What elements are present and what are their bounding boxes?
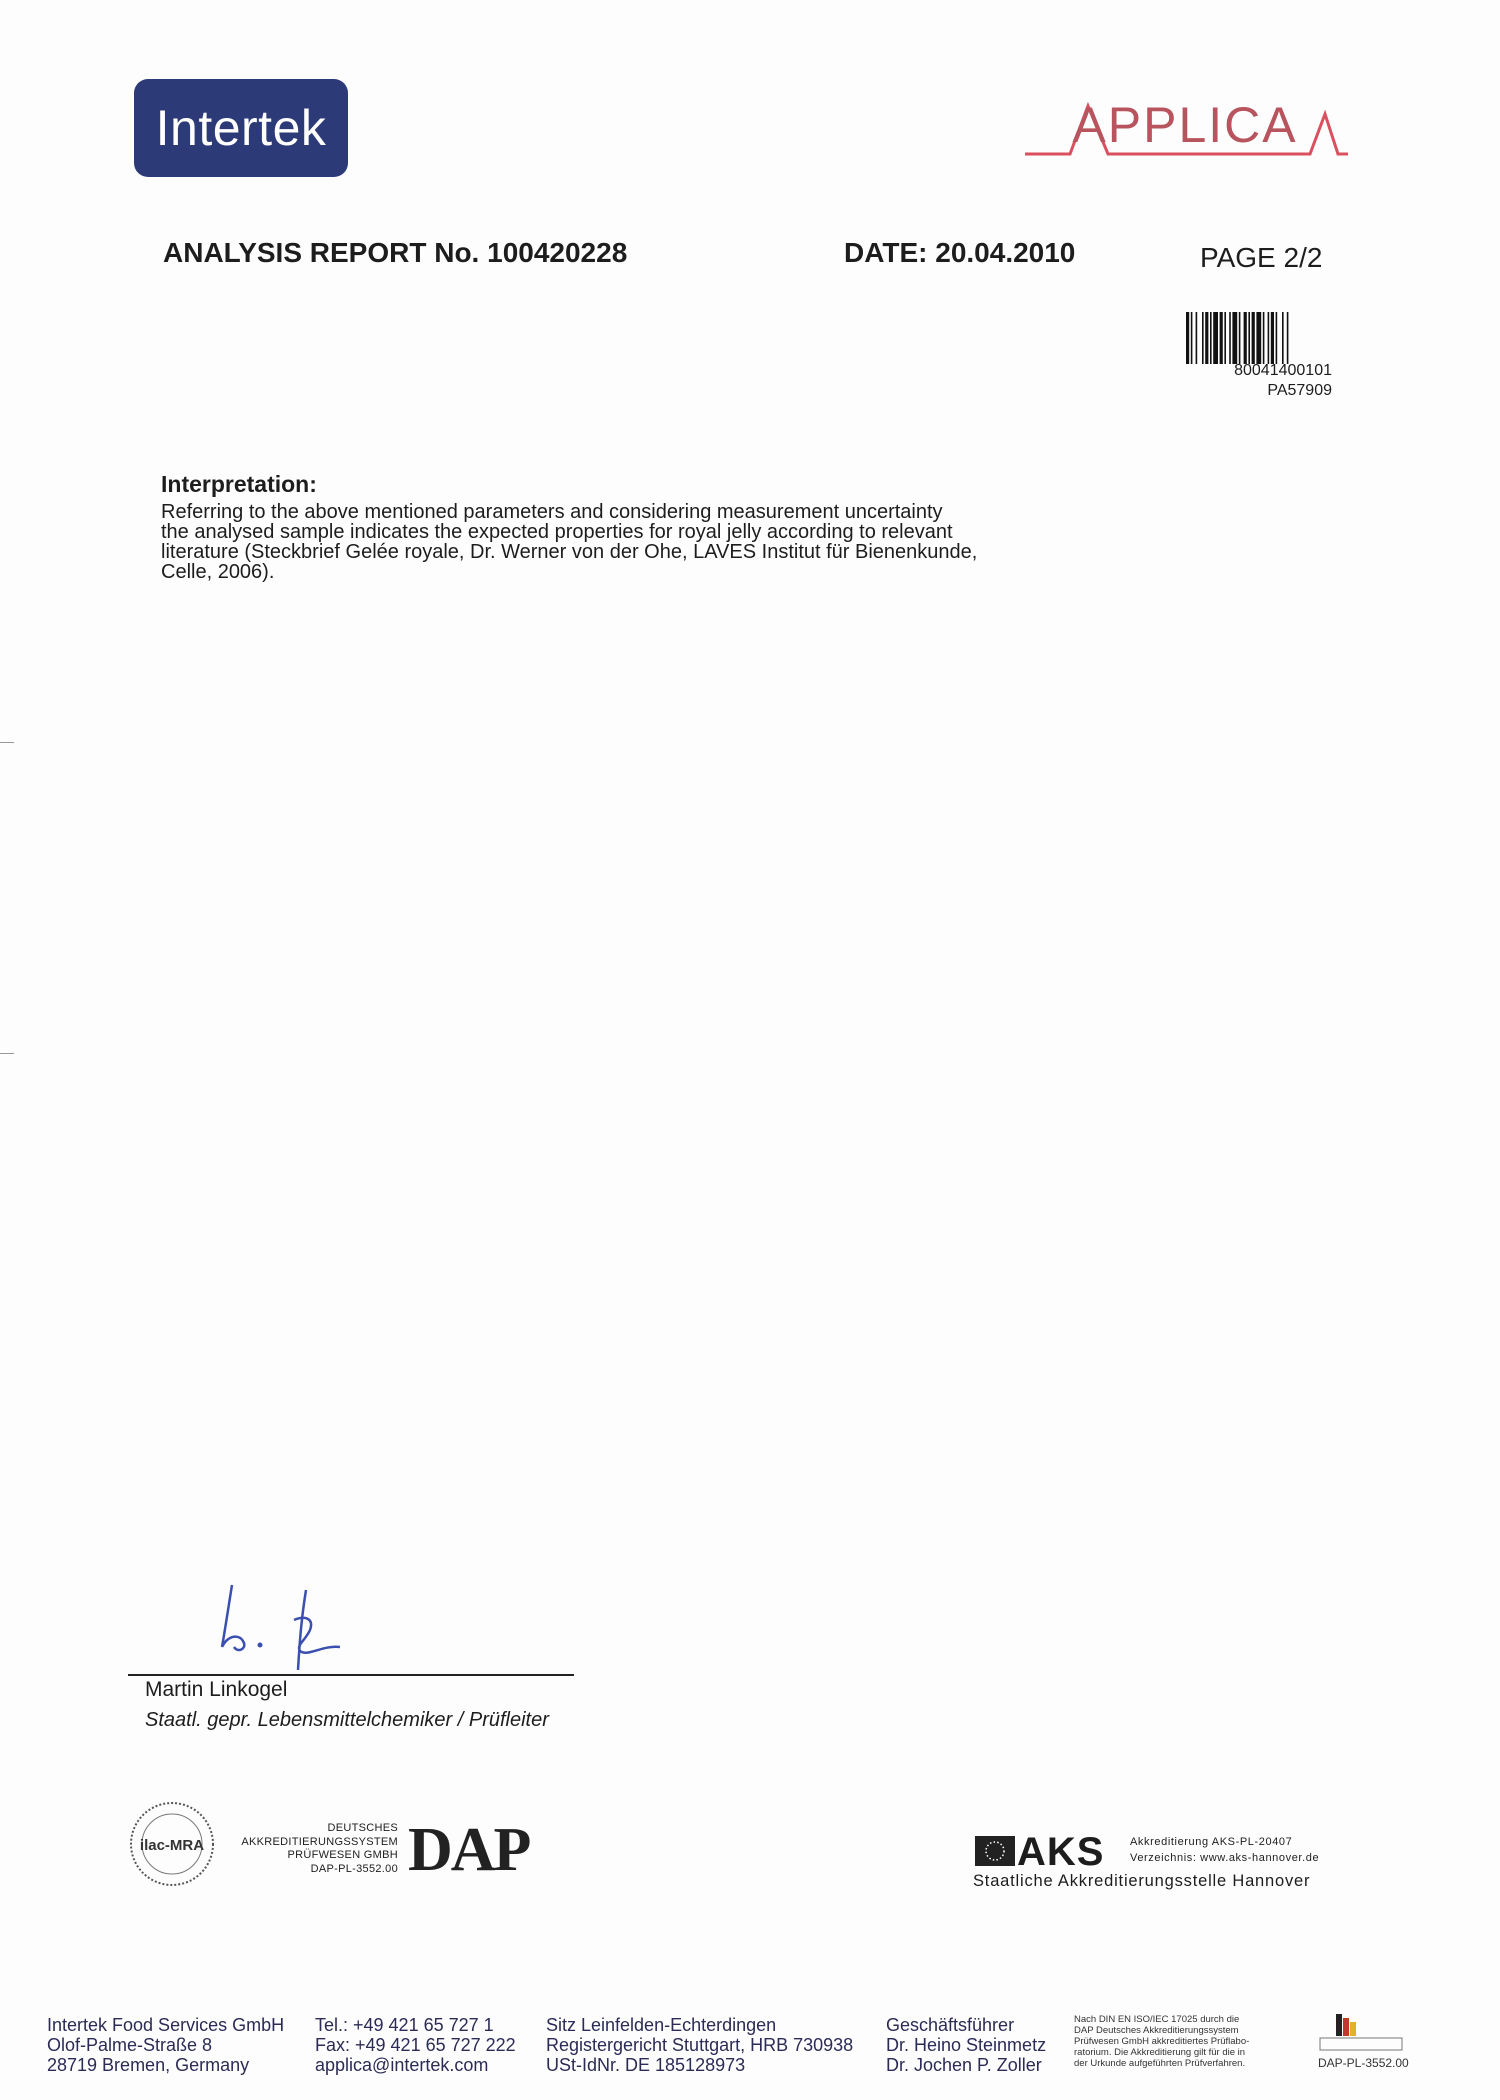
barcode-bar — [1224, 312, 1226, 364]
dakks-line: PRÜFWESEN GMBH — [287, 1849, 398, 1861]
footer-line: 28719 Bremen, Germany — [47, 2055, 250, 2075]
barcode-bar — [1229, 312, 1231, 364]
interpretation-line: the analysed sample indicates the expected properties for royal jelly according to relevant — [161, 521, 953, 543]
barcode-bar — [1248, 312, 1250, 364]
dakks-line: AKKREDITIERUNGSSYSTEM — [241, 1835, 398, 1848]
footer-line: Olof-Palme-Straße 8 — [47, 2035, 213, 2055]
dakks-text — [226, 1822, 398, 1876]
barcode-bar — [1202, 312, 1204, 364]
footer-accreditation-note — [1074, 2014, 1304, 2069]
report-title: ANALYSIS REPORT No. 100420228 — [163, 237, 628, 268]
footer-line: USt-IdNr. DE 185128973 — [546, 2055, 746, 2075]
barcode-bar — [1268, 312, 1270, 364]
footer-line: Prüfwesen GmbH akkreditiertes Prüflabo- — [1074, 2036, 1250, 2047]
handwritten-signature — [210, 1575, 360, 1670]
interpretation-line: Referring to the above mentioned parameters and considering measurement uncertainty — [161, 501, 943, 523]
barcode-bar — [1196, 312, 1198, 364]
aks-directory: Verzeichnis: www.aks-hannover.de — [1130, 1852, 1320, 1864]
footer-line: der Urkunde aufgeführten Prüfverfahren. — [1074, 2058, 1246, 2069]
report-date: DATE: 20.04.2010 — [844, 237, 1076, 268]
aks-logo: AKS — [1017, 1830, 1105, 1874]
ilac-mra-logo — [128, 1800, 216, 1888]
interpretation-title: Interpretation: — [161, 471, 317, 497]
interpretation-line: Celle, 2006). — [161, 561, 275, 583]
applica-logo — [1020, 96, 1350, 164]
dap-logo: DAP — [408, 1816, 530, 1884]
barcode-bar — [1282, 312, 1284, 364]
barcode-bar — [1256, 312, 1261, 364]
barcode-bar — [1271, 312, 1274, 364]
footer-management — [886, 2015, 1046, 2075]
interpretation-line: literature (Steckbrief Gelée royale, Dr. Werner von der Ohe, LAVES Institut für Bienenkunde, — [161, 541, 978, 563]
barcode-bar — [1287, 312, 1289, 364]
ilac-logo-text: ilac-MRA — [139, 1837, 205, 1854]
eu-flag-icon — [975, 1836, 1015, 1866]
footer-line: DAP Deutsches Akkreditierungssystem — [1074, 2025, 1239, 2036]
dakks-line: DEUTSCHES — [327, 1822, 398, 1834]
dar-code: DAP-PL-3552.00 — [1318, 2056, 1409, 2070]
dar-logo — [1316, 2012, 1406, 2052]
signer-title: Staatl. gepr. Lebensmittelchemiker / Prüfleiter — [145, 1709, 549, 1731]
barcode-bar — [1205, 312, 1208, 364]
footer-line: Fax: +49 421 65 727 222 — [315, 2035, 516, 2055]
dakks-line: DAP-PL-3552.00 — [310, 1862, 398, 1875]
barcode-bar — [1263, 312, 1265, 364]
barcode-bar — [1232, 312, 1237, 364]
footer-line: Geschäftsführer — [886, 2015, 1015, 2035]
footer-registry — [546, 2015, 853, 2075]
barcode-bar — [1213, 312, 1218, 364]
barcode-number: 80041400101 — [1234, 362, 1332, 379]
page-number: PAGE 2/2 — [1200, 242, 1323, 273]
barcode-bar — [1186, 312, 1189, 364]
footer-email[interactable]: applica@intertek.com — [315, 2055, 489, 2075]
footer-line: Nach DIN EN ISO/IEC 17025 durch die — [1074, 2014, 1240, 2025]
footer-line: Dr. Heino Steinmetz — [886, 2035, 1047, 2055]
aks-accreditation-number: Akkreditierung AKS-PL-20407 — [1130, 1836, 1293, 1848]
footer-line: Sitz Leinfelden-Echterdingen — [546, 2015, 777, 2035]
intertek-logo — [134, 79, 348, 177]
footer-line: Tel.: +49 421 65 727 1 — [315, 2015, 494, 2035]
footer-line: ratorium. Die Akkreditierung gilt für die in — [1074, 2047, 1246, 2058]
footer-line: Registergericht Stuttgart, HRB 730938 — [546, 2035, 854, 2055]
barcode-code: PA57909 — [1267, 382, 1332, 399]
footer-line: Dr. Jochen P. Zoller — [886, 2055, 1042, 2075]
barcode-bar — [1239, 312, 1241, 364]
footer-contact — [315, 2015, 516, 2075]
footer-line: Intertek Food Services GmbH — [47, 2015, 285, 2035]
barcode — [1186, 312, 1342, 364]
barcode-bar — [1191, 312, 1193, 364]
barcode-bar — [1276, 312, 1278, 364]
barcode-bar — [1210, 312, 1212, 364]
aks-accreditation — [973, 1830, 1355, 1896]
intertek-logo-text: Intertek — [155, 100, 327, 156]
barcode-bar — [1220, 312, 1223, 364]
signature-line — [128, 1674, 574, 1676]
interpretation-text — [161, 502, 1111, 582]
applica-logo-text: APPLICA — [1072, 97, 1298, 153]
barcode-bar — [1252, 312, 1255, 364]
margin-mark — [0, 742, 14, 743]
signer-name: Martin Linkogel — [145, 1678, 288, 1701]
aks-authority: Staatliche Akkreditierungsstelle Hannover — [973, 1872, 1311, 1890]
barcode-bar — [1244, 312, 1247, 364]
margin-mark — [0, 1053, 14, 1054]
footer-company — [47, 2015, 284, 2075]
